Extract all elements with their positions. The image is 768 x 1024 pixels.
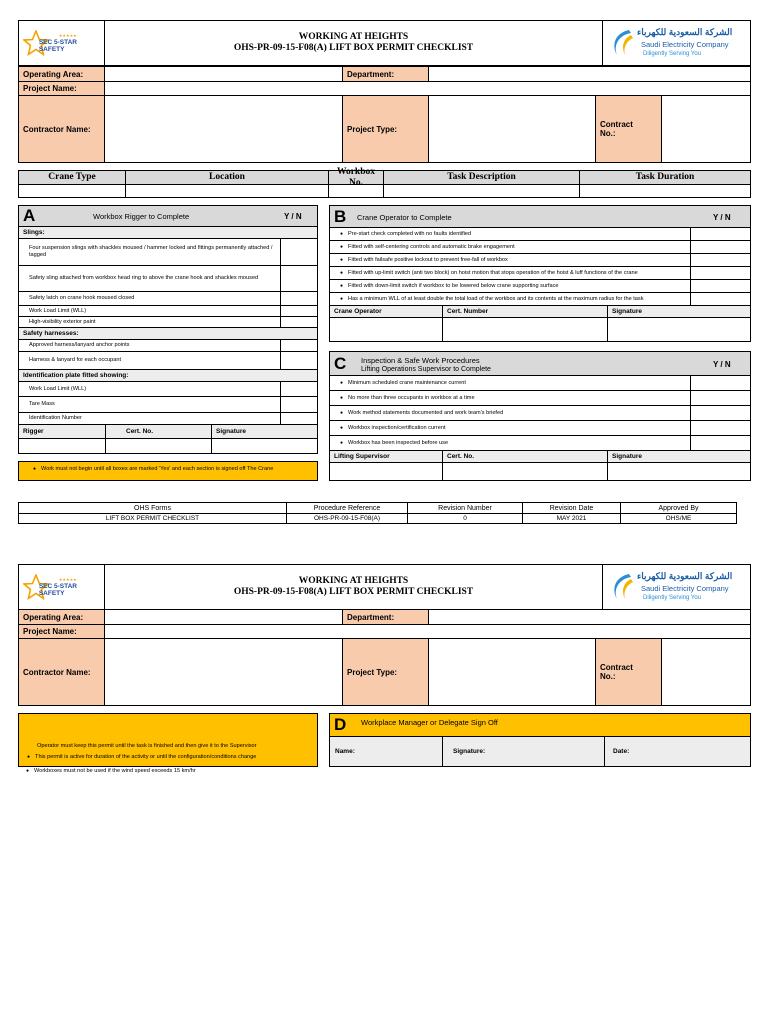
a-item-2: Safety sling attached from workbox head ring to above the crane hook and shackles moused: [19, 266, 281, 292]
contract-no-field-2[interactable]: [662, 639, 750, 705]
a-item-6: Approved harness/lanyard anchor points: [19, 340, 281, 352]
crane-operator-field[interactable]: [330, 318, 443, 341]
workbox-no-cell[interactable]: [329, 185, 384, 197]
note-3: ● Workboxes must not be used if the wind speed exceeds 15 km/hr: [26, 767, 316, 776]
page-title-line2: OHS-PR-09-15-F08(A) LIFT BOX PERMIT CHECKLIST: [233, 43, 474, 53]
supervisor-signature-field[interactable]: [608, 463, 750, 480]
section-d: [329, 713, 751, 767]
a-item-8: Work Load Limit (WLL): [19, 382, 281, 397]
footer-header-date: Revision Date: [523, 503, 621, 514]
section-d-letter: D: [334, 715, 347, 734]
rigger-cert-field[interactable]: [106, 439, 212, 453]
footer-header-procedure: Procedure Reference: [287, 503, 408, 514]
a-item-10: Identification Number: [19, 413, 281, 425]
c-item-1-yn[interactable]: [691, 376, 750, 391]
contract-no-field[interactable]: [662, 96, 750, 162]
title-area-2: [105, 565, 602, 609]
rigger-field[interactable]: [19, 439, 106, 453]
section-c-title-1: Inspection & Safe Work Procedures: [361, 356, 480, 365]
sec-logo-text-2: SEC 5-STAR SAFETY: [38, 583, 77, 597]
page-title-line2-2: OHS-PR-09-15-F08(A) LIFT BOX PERMIT CHECKLIST: [233, 587, 474, 597]
sec-logo-2: [19, 565, 105, 609]
project-type-label-2: Project Type:: [343, 639, 429, 705]
task-description-cell[interactable]: [384, 185, 580, 197]
a-item-3: Safety latch on crane hook moused closed: [19, 292, 281, 306]
c-item-3: ● Work method statements documented and work team's briefed: [330, 406, 691, 421]
sce-swoosh-icon: [609, 27, 635, 59]
lifting-supervisor-field[interactable]: [330, 463, 443, 480]
project-name-label-2: Project Name:: [19, 625, 105, 639]
page-title-line1-2: WORKING AT HEIGHTS: [298, 576, 409, 586]
title-area-1: [105, 21, 602, 65]
department-label-2: Department:: [343, 610, 429, 625]
operator-signature-label: Signature: [608, 306, 750, 318]
a-item-4: Work Load Limit (WLL): [19, 306, 281, 317]
operating-area-field[interactable]: [105, 67, 343, 82]
note-1: Operator must keep this permit until the task is finished and then give it to the Supervisor: [37, 743, 257, 749]
sce-arabic: الشركة السعودية للكهرباء: [637, 27, 733, 37]
sec-logo-stars-2: ★★★★★: [58, 577, 77, 582]
header-box-2: [18, 564, 751, 610]
contractor-name-label: Contractor Name:: [19, 96, 105, 162]
b-item-1: ● Pre-start check completed with no faults identified: [330, 228, 691, 241]
sec-logo-text: SEC 5-STAR SAFETY: [38, 39, 77, 53]
c-item-4-yn[interactable]: [691, 421, 750, 436]
harness-heading: Safety harnesses:: [19, 328, 317, 340]
sce-arabic-2: الشركة السعودية للكهرباء: [637, 571, 733, 581]
footer-header-approved: Approved By: [621, 503, 736, 514]
a-item-5-yn[interactable]: [281, 317, 317, 328]
sce-english: Saudi Electricity Company: [641, 40, 729, 49]
section-c-yn: Y / N: [713, 360, 731, 369]
b-item-5: ● Fitted with down-limit switch if workbox to be lowered below crane supporting surface: [330, 280, 691, 293]
b-item-6: ● Has a minimum WLL of at least double the total load of the workbox and its contents at the maximum radius for the task: [330, 293, 691, 306]
footer-value-procedure: OHS-PR-09-15-F08(A): [287, 514, 408, 523]
d-signature-field[interactable]: Signature:: [443, 737, 605, 766]
contractor-name-label-2: Contractor Name:: [19, 639, 105, 705]
contract-no-label: Contract No.:: [596, 96, 662, 162]
c-item-5: ● Workbox has been inspected before use: [330, 436, 691, 451]
crane-type-cell[interactable]: [19, 185, 126, 197]
sce-english-2: Saudi Electricity Company: [641, 584, 729, 593]
section-c-letter: C: [334, 354, 347, 373]
b-item-4-yn[interactable]: [691, 267, 750, 280]
a-item-7: Harness & lanyard for each occupant: [19, 352, 281, 370]
rigger-label: Rigger: [19, 425, 106, 439]
b-item-3-yn[interactable]: [691, 254, 750, 267]
rigger-signature-label: Signature: [212, 425, 317, 439]
sce-logo: [602, 21, 750, 65]
sce-tagline: Diligently Serving You: [643, 51, 702, 57]
b-item-5-yn[interactable]: [691, 280, 750, 293]
section-a-header: [19, 206, 317, 227]
footer-value-date: MAY 2021: [523, 514, 621, 523]
crane-type-header: Crane Type: [19, 171, 126, 185]
a-item-9: Tare Mass: [19, 397, 281, 413]
department-field[interactable]: [429, 67, 750, 82]
c-item-3-yn[interactable]: [691, 406, 750, 421]
page-title-line1: WORKING AT HEIGHTS: [298, 32, 409, 42]
lifting-supervisor-label: Lifting Supervisor: [330, 451, 443, 463]
project-name-field[interactable]: [105, 82, 750, 96]
sce-logo-2: [602, 565, 750, 609]
b-item-2: ● Fitted with self-centering controls and automatic brake engagement: [330, 241, 691, 254]
operator-signature-field[interactable]: [608, 318, 750, 341]
a-item-8-yn[interactable]: [281, 382, 317, 397]
a-item-1-yn[interactable]: [281, 239, 317, 266]
footer-value-approved: OHS/ME: [665, 515, 692, 522]
section-c: [329, 351, 751, 481]
department-field-2[interactable]: [429, 610, 750, 625]
operator-cert-label: Cert. Number: [443, 306, 608, 318]
location-header: Location: [126, 171, 329, 185]
c-item-2-yn[interactable]: [691, 391, 750, 406]
slings-heading: Slings:: [19, 227, 317, 239]
sce-tagline-2: Diligently Serving You: [643, 595, 702, 601]
section-c-title-2: Lifting Operations Supervisor to Complete: [361, 366, 491, 373]
section-b-header: [330, 206, 750, 228]
a-item-7-yn[interactable]: [281, 352, 317, 370]
sce-swoosh-icon: [609, 571, 635, 603]
sec-logo: [19, 21, 105, 65]
footer-header-revision: Revision Number: [408, 503, 523, 514]
section-b-yn: Y / N: [713, 213, 731, 222]
crane-operator-label: Crane Operator: [330, 306, 443, 318]
operating-area-field-2[interactable]: [105, 610, 343, 625]
b-item-4: ● Fitted with up-limit switch (anti two block) on hoist motion that stops operation of the hoist & luff functions of the crane: [330, 267, 691, 280]
a-item-5: High-visibility exterior paint: [19, 317, 281, 328]
a-item-1: Four suspension slings with shackles moused / hammer locked and fittings permanently attached / tagged: [19, 239, 281, 266]
section-a-title: Workbox Rigger to Complete: [93, 212, 190, 221]
section-d-title: Workplace Manager or Delegate Sign Off: [361, 718, 498, 727]
header-box-1: [18, 20, 751, 66]
sec-logo-stars: ★★★★★: [58, 33, 77, 38]
d-date-field[interactable]: Date:: [605, 737, 750, 766]
b-item-2-yn[interactable]: [691, 241, 750, 254]
section-b-title: Crane Operator to Complete: [357, 213, 452, 222]
info-block-2: [18, 609, 751, 706]
section-b: [329, 205, 751, 342]
project-type-field-2[interactable]: [429, 639, 596, 705]
a-item-4-yn[interactable]: [281, 306, 317, 317]
b-item-1-yn[interactable]: [691, 228, 750, 241]
task-duration-cell[interactable]: [580, 185, 750, 197]
contract-no-label-2: Contract No.:: [596, 639, 662, 705]
contractor-name-field[interactable]: [105, 96, 343, 162]
notes-box: [18, 713, 318, 767]
a-item-3-yn[interactable]: [281, 292, 317, 306]
a-item-10-yn[interactable]: [281, 413, 317, 425]
project-name-label: Project Name:: [19, 82, 105, 96]
footer-table: [18, 502, 737, 524]
rigger-cert-label: Cert. No.: [106, 425, 212, 439]
supervisor-cert-field[interactable]: [443, 463, 608, 480]
section-a-yn: Y / N: [284, 212, 302, 221]
workbox-no-header: Workbox No.: [329, 171, 384, 185]
a-item-9-yn[interactable]: [281, 397, 317, 413]
project-type-field[interactable]: [429, 96, 596, 162]
location-cell[interactable]: [126, 185, 329, 197]
c-item-4: ● Workbox inspection/certification current: [330, 421, 691, 436]
c-item-2: ● No more than three occupants in workbox at a time: [330, 391, 691, 406]
footer-value-forms: LIFT BOX PERMIT CHECKLIST: [19, 514, 287, 523]
footer-value-revision: 0: [408, 514, 523, 523]
department-label: Department:: [343, 67, 429, 82]
a-item-2-yn[interactable]: [281, 266, 317, 292]
footer-header-forms: OHS Forms: [19, 503, 287, 514]
b-item-3: ● Fitted with failsafe positive lockout to prevent free-fall of workbox: [330, 254, 691, 267]
supervisor-signature-label: Signature: [608, 451, 750, 463]
contractor-name-field-2[interactable]: [105, 639, 343, 705]
rigger-signature-field[interactable]: [212, 439, 317, 453]
info-block-1: [18, 66, 751, 163]
supervisor-cert-label: Cert. No.: [443, 451, 608, 463]
c-item-5-yn[interactable]: [691, 436, 750, 451]
a-item-6-yn[interactable]: [281, 340, 317, 352]
task-description-header: Task Description: [384, 171, 580, 185]
operating-area-label: Operating Area:: [19, 67, 105, 82]
section-a-letter: A: [23, 206, 36, 225]
project-name-field-2[interactable]: [105, 625, 750, 639]
d-name-field[interactable]: Name:: [330, 737, 443, 766]
idplate-heading: Identification plate fitted showing:: [19, 370, 317, 382]
section-a: [18, 205, 318, 454]
operator-cert-field[interactable]: [443, 318, 608, 341]
operating-area-label-2: Operating Area:: [19, 610, 105, 625]
section-b-letter: B: [334, 207, 347, 226]
section-c-header: [330, 352, 750, 376]
c-item-1: ● Minimum scheduled crane maintenance current: [330, 376, 691, 391]
crane-table: [18, 166, 751, 198]
section-d-header: [330, 714, 750, 737]
task-duration-header: Task Duration: [580, 171, 750, 185]
note-2: ● This permit is active for duration of the activity or until the configuration/conditions change: [27, 753, 317, 762]
warning-banner: ● Work must not begin until all boxes are marked 'Yes' and each section is signed off The Crane: [18, 461, 318, 481]
project-type-label: Project Type:: [343, 96, 429, 162]
b-item-6-yn[interactable]: [691, 293, 750, 306]
